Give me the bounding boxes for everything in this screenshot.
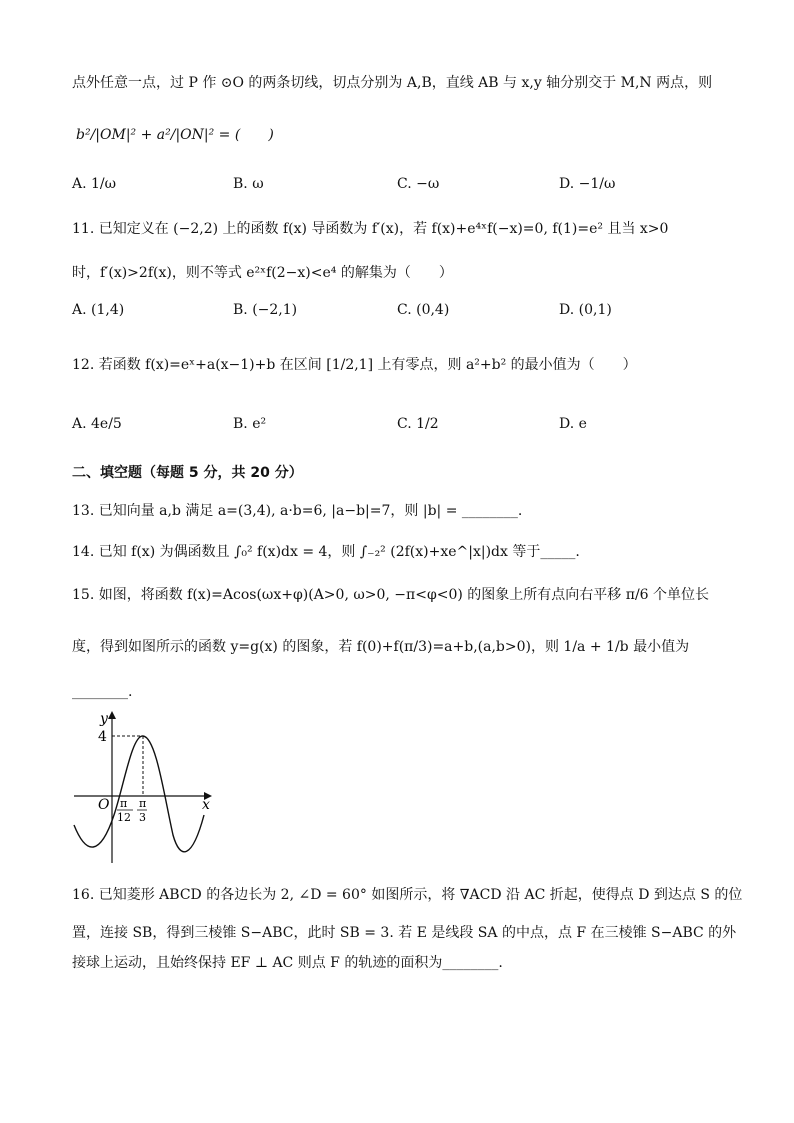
q15-text-line2: 度，得到如图所示的函数 y=g(x) 的图象，若 f(0)+f(π/3)=a+b,(a,b>0)，则 1/a + 1/b 最小值为: [72, 639, 690, 655]
sine-curve: [74, 736, 204, 852]
q11-option-b: B. (−2,1): [233, 302, 298, 318]
q12-option-d: D. e: [559, 416, 587, 432]
q10-option-c: C. −ω: [397, 176, 440, 192]
q11-option-a: A. (1,4): [72, 302, 125, 318]
section-heading-fill-in: 二、填空题（每题 5 分，共 20 分）: [72, 465, 303, 481]
q12-option-b: B. e²: [233, 416, 267, 432]
y-axis-arrow: [108, 711, 116, 719]
q10-option-b: B. ω: [233, 176, 264, 192]
q15-text-line1: 15. 如图，将函数 f(x)=Acos(ωx+φ)(A>0, ω>0, −π<φ<0) 的图象上所有点向右平移 π/6 个单位长: [72, 587, 710, 603]
q10-expression: b²/|OM|² + a²/|ON|² = ( ): [76, 127, 274, 143]
tick1-denominator: 12: [117, 811, 131, 824]
q12-option-a: A. 4e/5: [72, 416, 122, 432]
q11-text-line2: 时，f′(x)>2f(x)，则不等式 e²ˣf(2−x)<e⁴ 的解集为（ ）: [72, 265, 453, 281]
q11-text-line1: 11. 已知定义在 (−2,2) 上的函数 f(x) 导函数为 f′(x)，若 f(x)+e⁴ˣf(−x)=0, f(1)=e² 且当 x>0: [72, 221, 669, 237]
q14-text: 14. 已知 f(x) 为偶函数且 ∫₀² f(x)dx = 4，则 ∫₋₂² (2f(x)+xe^|x|)dx 等于_____.: [72, 544, 580, 560]
q16-text-line3: 接球上运动，且始终保持 EF ⊥ AC 则点 F 的轨迹的面积为________.: [72, 955, 503, 971]
tick2-denominator: 3: [139, 811, 146, 824]
q12-text-line1: 12. 若函数 f(x)=eˣ+a(x−1)+b 在区间 [1/2,1] 上有零点，则 a²+b² 的最小值为（ ）: [72, 357, 637, 373]
peak-value-label: 4: [98, 729, 107, 745]
q16-text-line2: 置，连接 SB，得到三棱锥 S−ABC，此时 SB = 3. 若 E 是线段 SA 的中点，点 F 在三棱锥 S−ABC 的外: [72, 925, 737, 941]
q16-text-line1: 16. 已知菱形 ABCD 的各边长为 2, ∠D = 60° 如图所示，将 ∇ACD 沿 AC 折起，使得点 D 到达点 S 的位: [72, 887, 743, 903]
y-axis-label: y: [100, 711, 108, 727]
q15-cosine-graph: [70, 705, 220, 865]
q10-text-line1: 点外任意一点，过 P 作 ⊙O 的两条切线，切点分别为 A,B，直线 AB 与 x,y 轴分别交于 M,N 两点，则: [72, 75, 713, 91]
tick1-numerator: π: [120, 797, 128, 810]
q10-option-d: D. −1/ω: [559, 176, 616, 192]
q12-option-c: C. 1/2: [397, 416, 439, 432]
tick2-numerator: π: [139, 797, 147, 810]
q13-text: 13. 已知向量 a,b 满足 a=(3,4), a·b=6, |a−b|=7，则 |b| = ________.: [72, 503, 523, 519]
q11-option-c: C. (0,4): [397, 302, 450, 318]
x-axis-label: x: [202, 797, 210, 813]
q10-option-a: A. 1/ω: [72, 176, 117, 192]
origin-label: O: [98, 797, 110, 813]
q11-option-d: D. (0,1): [559, 302, 612, 318]
q15-text-line3: ________.: [72, 684, 133, 700]
